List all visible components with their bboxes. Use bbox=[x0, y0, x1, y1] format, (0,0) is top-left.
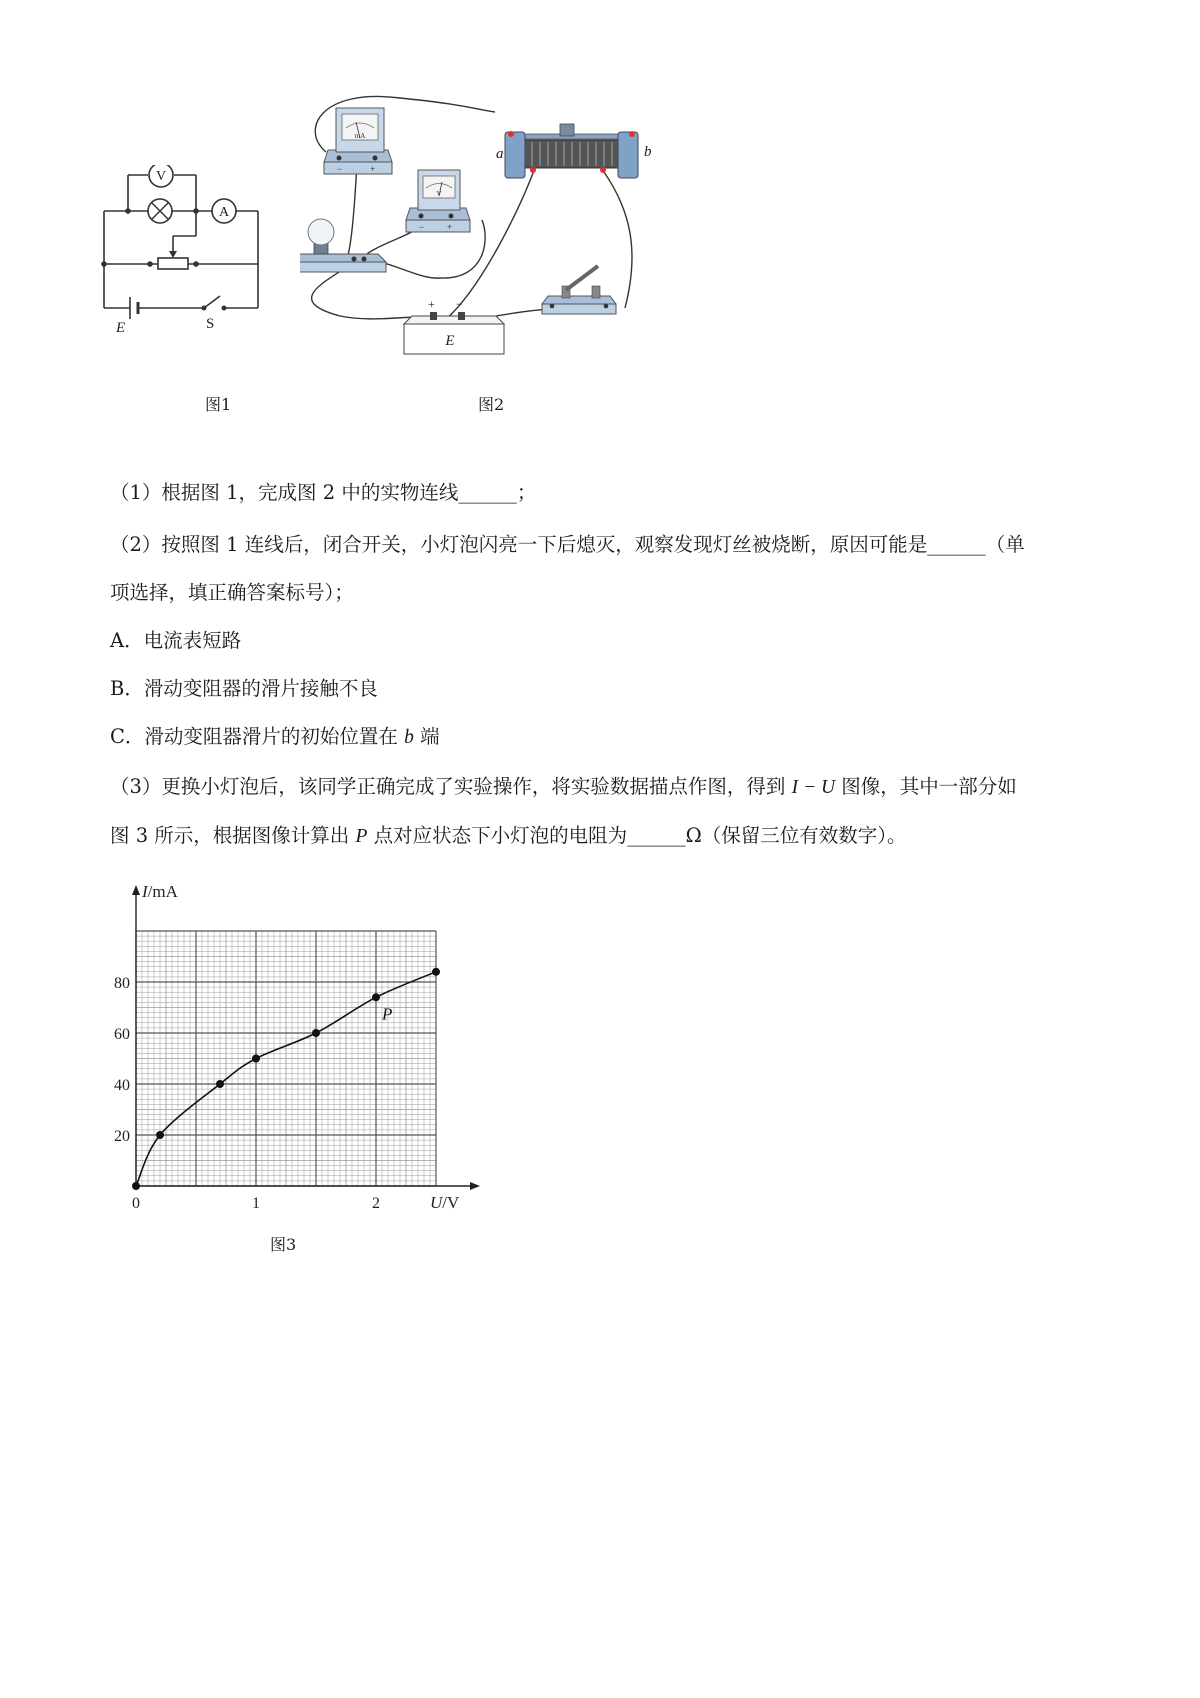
y-axis-label: I/mA bbox=[142, 882, 178, 901]
svg-text:−: − bbox=[419, 222, 425, 232]
option-c: C．滑动变阻器滑片的初始位置在 b 端 bbox=[110, 725, 440, 748]
question-3-line-2: 图 3 所示，根据图像计算出 P 点对应状态下小灯泡的电阻为______Ω（保留三位有效数字）。 bbox=[110, 824, 907, 847]
data-point bbox=[432, 968, 440, 976]
figure-1-circuit-diagram bbox=[100, 165, 290, 345]
data-point bbox=[216, 1080, 224, 1088]
svg-text:+: + bbox=[370, 164, 376, 174]
knife-switch bbox=[542, 266, 616, 314]
x-tick-label: 0 bbox=[132, 1195, 140, 1212]
switch-label: S bbox=[206, 316, 215, 332]
question-3-line-1: （3）更换小灯泡后，该同学正确完成了实验操作，将实验数据描点作图，得到 I − U 图像，其中一部分如 bbox=[110, 775, 1017, 798]
figure-2-apparatus bbox=[300, 90, 700, 390]
battery-label: E bbox=[116, 320, 126, 336]
option-c-variable: b bbox=[404, 727, 414, 748]
voltmeter-label: V bbox=[155, 169, 167, 184]
svg-text:−: − bbox=[456, 297, 463, 311]
question-2-line-1: （2）按照图 1 连线后，闭合开关，小灯泡闪亮一下后熄灭，观察发现灯丝被烧断，原因可能是______（单 bbox=[110, 533, 1025, 556]
x-axis-arrow bbox=[470, 1182, 480, 1190]
figure-3-caption: 图3 bbox=[270, 1235, 297, 1254]
data-point bbox=[312, 1029, 320, 1037]
rheostat-end-a: a bbox=[496, 146, 504, 162]
data-point bbox=[132, 1182, 140, 1190]
question-3-variable-p: P bbox=[355, 826, 368, 847]
milliammeter bbox=[324, 108, 392, 174]
question-2-line-2: 项选择，填正确答案标号）； bbox=[110, 581, 354, 604]
option-a: A．电流表短路 bbox=[110, 629, 242, 652]
sliding-rheostat bbox=[496, 124, 652, 178]
svg-text:mA: mA bbox=[354, 132, 366, 140]
question-3-variable-iu: I − U bbox=[791, 777, 836, 798]
y-axis-arrow bbox=[132, 885, 140, 895]
svg-text:−: − bbox=[337, 164, 343, 174]
point-p-label: P bbox=[382, 1004, 393, 1024]
light-bulb bbox=[300, 219, 386, 272]
svg-text:V: V bbox=[436, 190, 442, 198]
y-tick-label: 20 bbox=[114, 1128, 130, 1145]
rheostat-end-b: b bbox=[644, 144, 652, 160]
option-b: B．滑动变阻器的滑片接触不良 bbox=[110, 677, 378, 700]
battery-box bbox=[404, 297, 504, 354]
figure-2-caption: 图2 bbox=[478, 395, 505, 414]
voltmeter bbox=[406, 170, 470, 232]
svg-text:+: + bbox=[447, 222, 453, 232]
ammeter-label: A bbox=[218, 205, 230, 220]
svg-text:+: + bbox=[428, 297, 435, 311]
x-tick-label: 2 bbox=[372, 1195, 380, 1212]
x-tick-label: 1 bbox=[252, 1195, 260, 1212]
question-1: （1）根据图 1，完成图 2 中的实物连线______； bbox=[110, 481, 537, 504]
y-tick-label: 80 bbox=[114, 975, 130, 992]
figure-1-caption: 图1 bbox=[205, 395, 232, 414]
x-axis-label: U/V bbox=[430, 1193, 460, 1212]
figure-3-iu-chart bbox=[100, 880, 500, 1220]
y-tick-label: 40 bbox=[114, 1077, 130, 1094]
battery-label: E bbox=[445, 333, 455, 349]
y-tick-label: 60 bbox=[114, 1026, 130, 1043]
chart-grid-minor bbox=[136, 931, 436, 1186]
data-point bbox=[372, 993, 380, 1001]
data-point bbox=[252, 1055, 260, 1063]
data-point bbox=[156, 1131, 164, 1139]
